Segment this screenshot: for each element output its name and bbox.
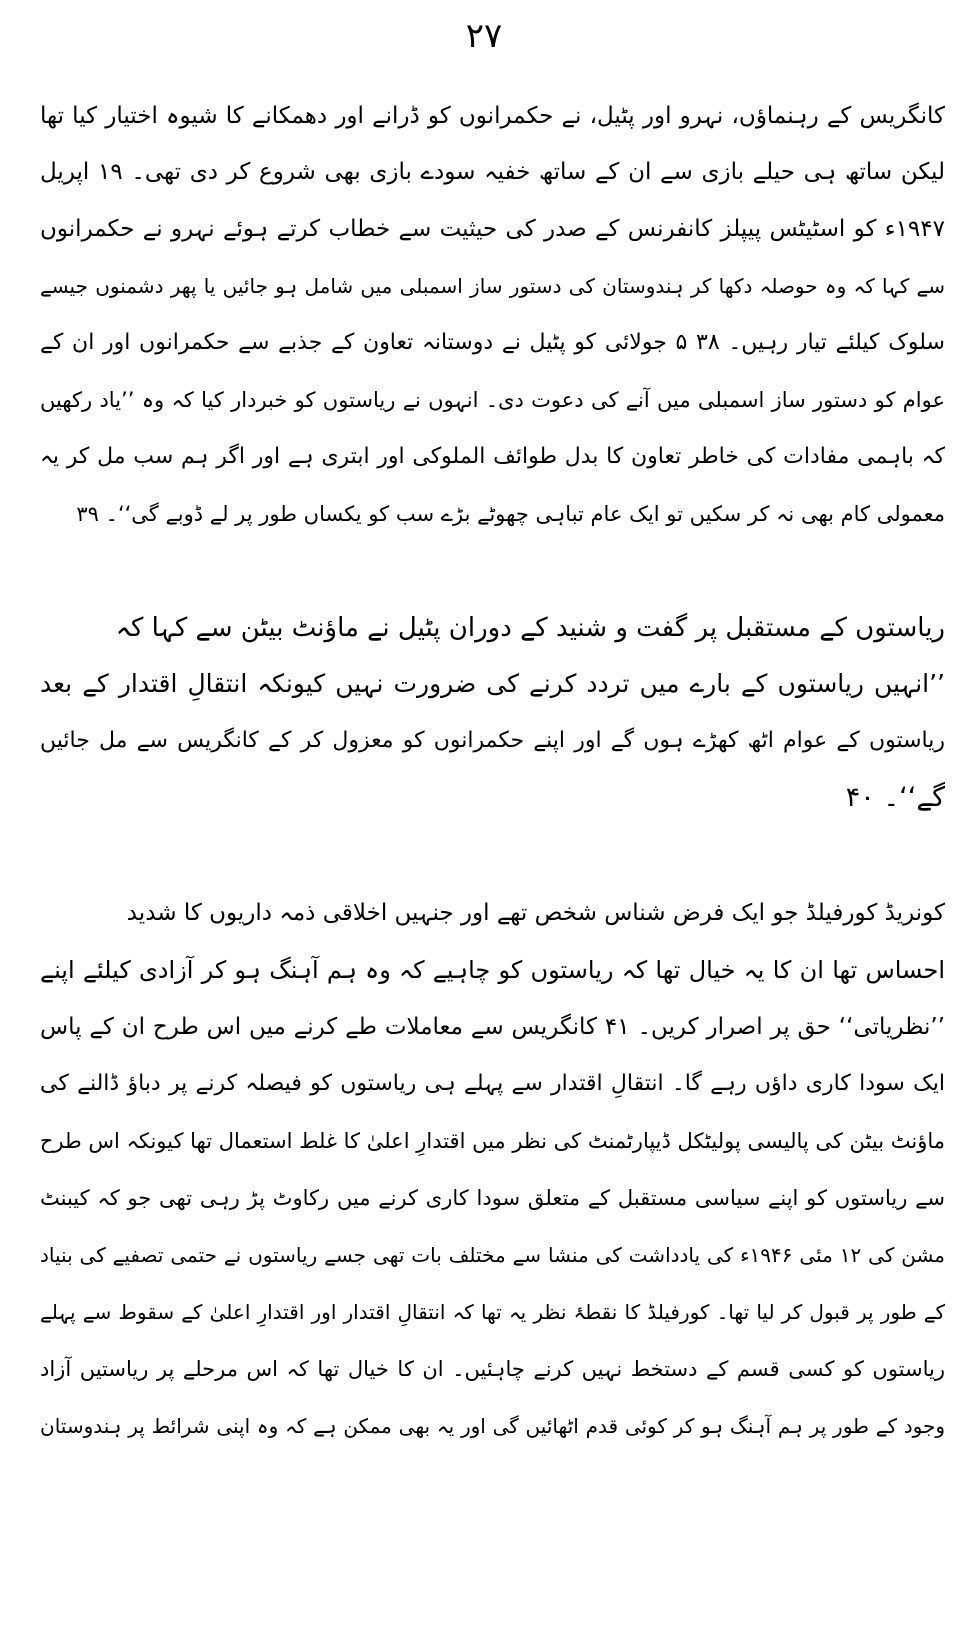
text-line: ’’انہیں ریاستوں کے بارے میں تردد کرنے کی ضرورت نہیں کیونکہ انتقالِ اقتدار کے بعد bbox=[40, 669, 945, 698]
text-line: احساس تھا ان کا یہ خیال تھا کہ ریاستوں کو چاہیے کہ وہ ہم آہنگ ہو کر آزادی کیلئے اپنے bbox=[40, 956, 945, 984]
text-line: گے‘‘۔ ۴۰ bbox=[845, 782, 945, 813]
text-line: معمولی کام بھی نہ کر سکیں تو ایک عام تباہی چھوٹے بڑے سب کو یکساں طور پر لے ڈوبے گی‘‘۔ ۳۹ bbox=[76, 502, 945, 526]
paragraph-1 bbox=[40, 88, 945, 548]
text-line: ریاستوں کو کسی قسم کے دستخط نہیں کرنے چاہئیں۔ ان کا خیال تھا کہ اس مرحلے پر ریاستیں آزاد bbox=[40, 1357, 945, 1381]
text-line: کانگریس کے رہنماؤں، نہرو اور پٹیل، نے حکمرانوں کو ڈرانے اور دھمکانے کا شیوہ اختیار کیا تھا bbox=[40, 103, 945, 129]
text-line: وجود کے طور پر ہم آہنگ ہو کر کوئی قدم اٹھائیں گی اور یہ بھی ممکن ہے کہ وہ اپنی شرائط پر ہندوستان bbox=[40, 1414, 945, 1438]
text-line: ریاستوں کے عوام اٹھ کھڑے ہوں گے اور اپنے حکمرانوں کو معزول کر کے کانگریس سے مل جائیں bbox=[40, 728, 945, 753]
text-line: کونریڈ کورفیلڈ جو ایک فرض شناس شخص تھے اور جنہیں اخلاقی ذمہ داریوں کا شدید bbox=[126, 900, 945, 926]
text-line: ماؤنٹ بیٹن کی پالیسی پولیٹکل ڈیپارٹمنٹ کی نظر میں اقتدارِ اعلیٰ کا غلط استعمال تھا کیونکہ اس طرح bbox=[40, 1129, 945, 1153]
text-line: عوام کو دستور ساز اسمبلی میں آنے کی دعوت دی۔ انہوں نے ریاستوں کو خبردار کیا کہ وہ ’’یاد رکھیں bbox=[40, 388, 945, 412]
text-line: کہ باہمی مفادات کی خاطر تعاون کا بدل طوائف الملوکی اور ابتری ہے اور اگر ہم سب مل کر یہ bbox=[40, 444, 945, 469]
text-line: ۱۹۴۷ء کو اسٹیٹس پیپلز کانفرنس کے صدر کی حیثیت سے خطاب کرتے ہوئے نہرو نے حکمرانوں bbox=[40, 216, 945, 242]
text-line: ایک سودا کاری داؤں رہے گا۔ انتقالِ اقتدار سے پہلے ہی ریاستوں کو فیصلہ کرنے پر دباؤ ڈالنے کی bbox=[40, 1071, 945, 1096]
paragraph-2 bbox=[40, 600, 945, 860]
text-line: ’’نظریاتی‘‘ حق پر اصرار کریں۔ ۴۱ کانگریس سے معاملات طے کرنے میں اس طرح ان کے پاس bbox=[40, 1014, 945, 1040]
paragraph-3 bbox=[40, 885, 945, 1625]
text-line: سے کہا کہ وہ حوصلہ دکھا کر ہندوستان کی دستور ساز اسمبلی میں شامل ہو جائیں یا پھر دشمنوں جیسے bbox=[40, 274, 945, 298]
text-line: مشن کی ۱۲ مئی ۱۹۴۶ء کی یادداشت کی منشا سے مختلف بات تھی جسے ریاستوں نے حتمی تصفیے کی بنیاد bbox=[40, 1243, 945, 1267]
text-line: کے طور پر قبول کر لیا تھا۔ کورفیلڈ کا نقطۂ نظر یہ تھا کہ انتقالِ اقتدار اور اقتدارِ اعلیٰ کے سقوط سے پہلے bbox=[40, 1300, 945, 1324]
text-line: سلوک کیلئے تیار رہیں۔ ۳۸ ۵ جولائی کو پٹیل نے دوستانہ تعاون کے جذبے سے حکمرانوں اور ان کے bbox=[40, 330, 945, 355]
text-line: لیکن ساتھ ہی حیلے بازی سے ان کے ساتھ خفیہ سودے بازی بھی شروع کر دی تھی۔ ۱۹ اپریل bbox=[40, 159, 945, 185]
text-line: ریاستوں کے مستقبل پر گفت و شنید کے دوران پٹیل نے ماؤنٹ بیٹن سے کہا کہ bbox=[115, 613, 945, 643]
page-number: ۲۷ bbox=[465, 16, 503, 56]
text-line: سے ریاستوں کو اپنے سیاسی مستقبل کے متعلق سودا کاری کرنے میں رکاوٹ پڑ رہی تھی جو کہ کیبنٹ bbox=[40, 1186, 945, 1210]
